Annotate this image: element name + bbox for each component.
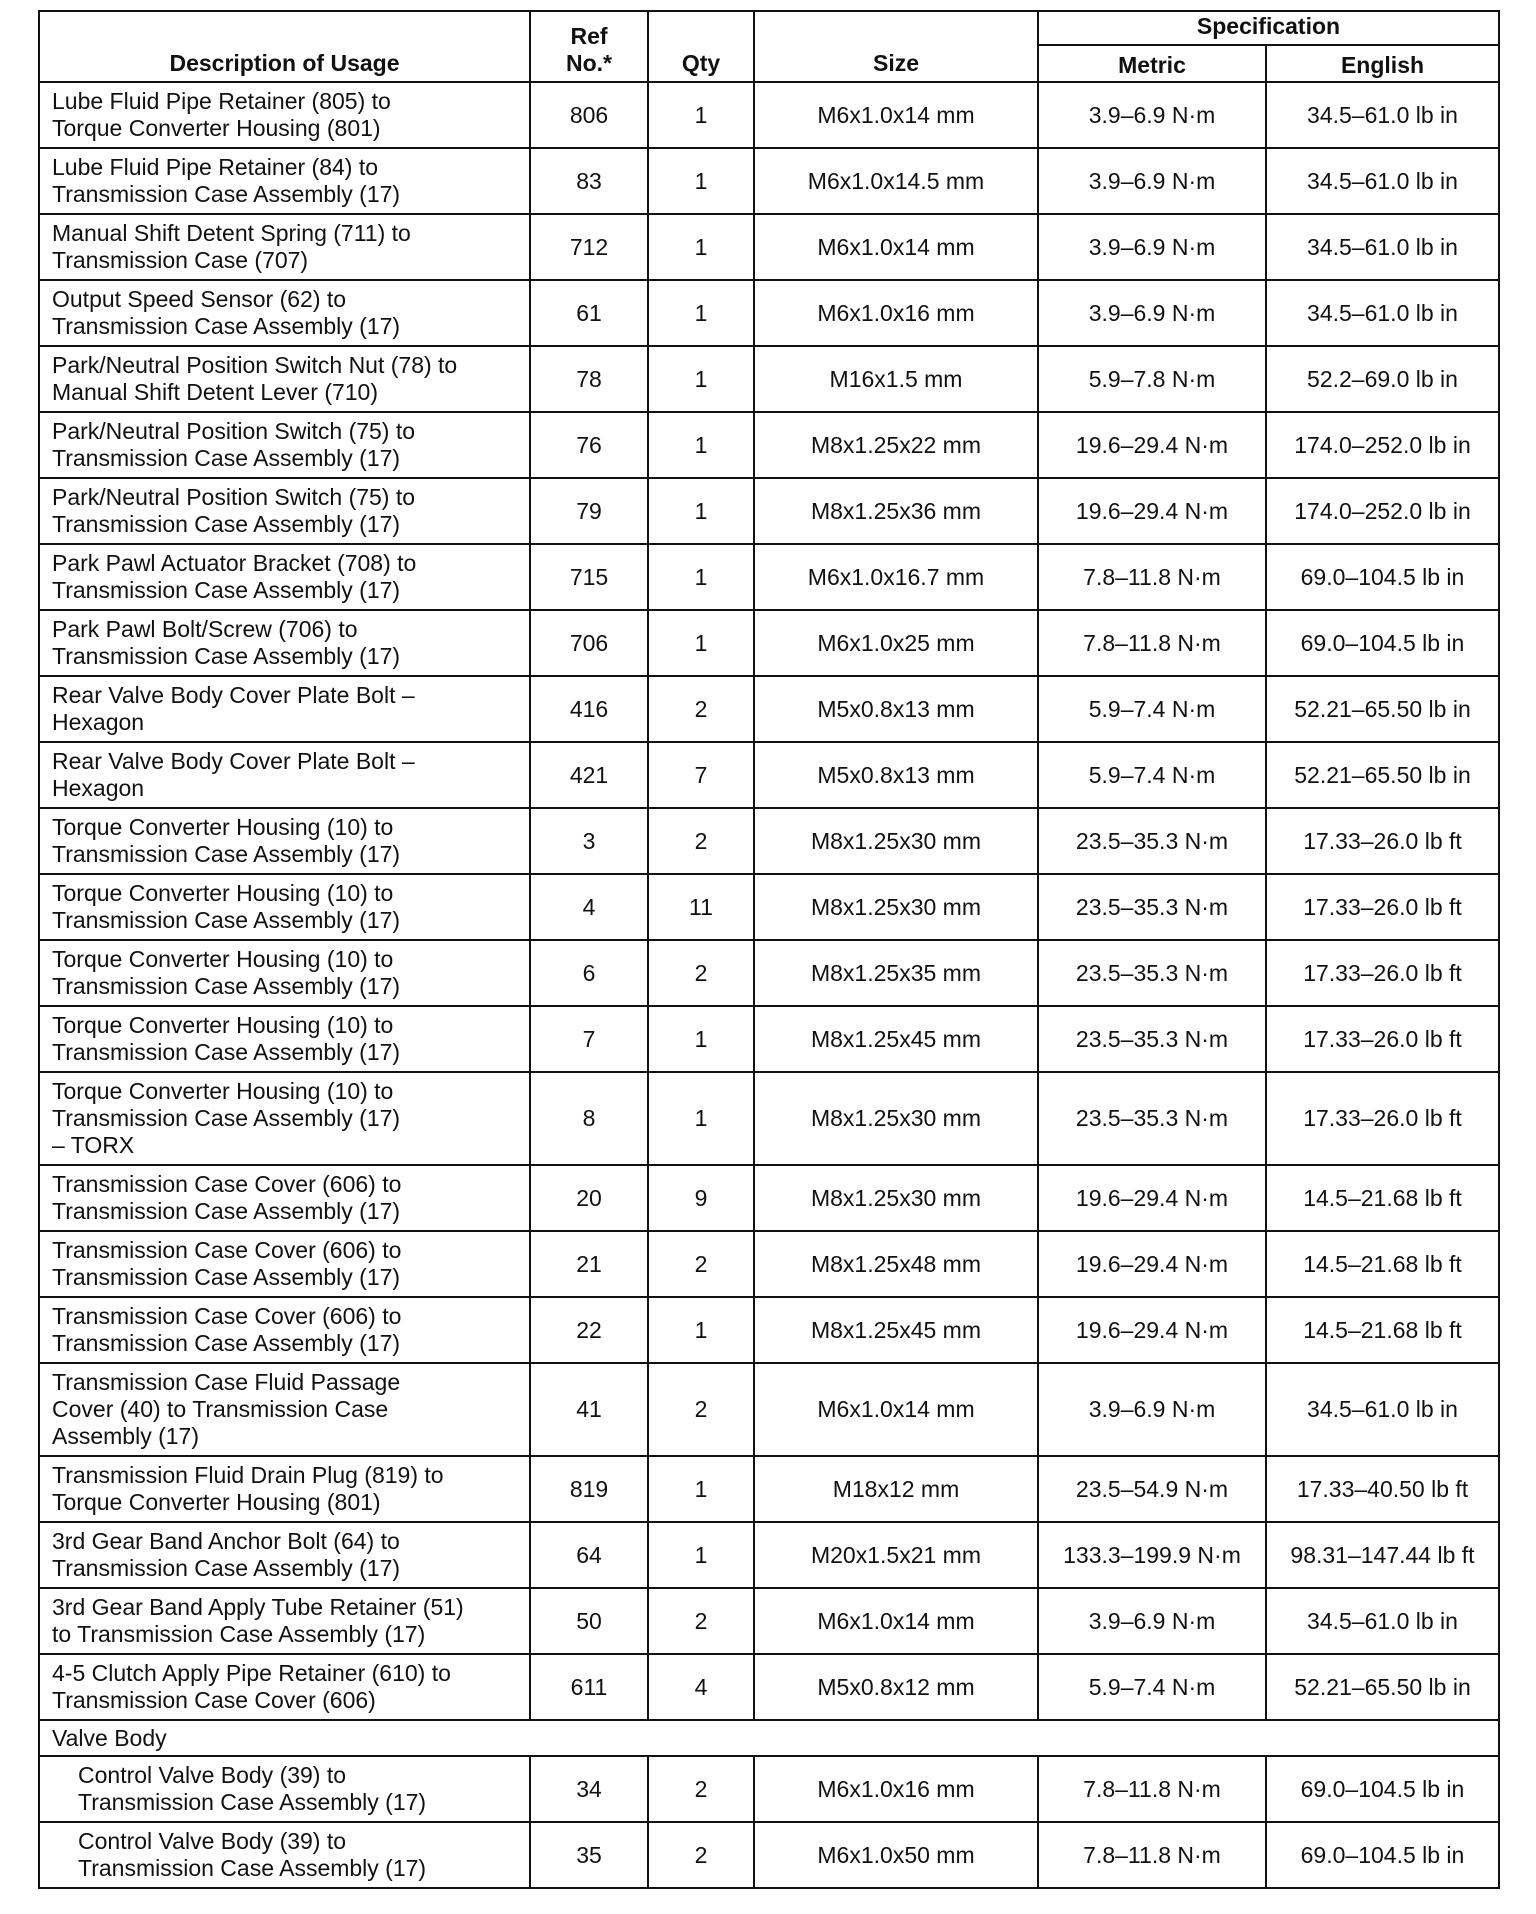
metric-cell: 3.9–6.9 N·m [1038, 214, 1266, 280]
english-cell: 52.21–65.50 lb in [1266, 742, 1499, 808]
table-row [39, 1006, 1499, 1072]
metric-cell: 5.9–7.4 N·m [1038, 676, 1266, 742]
size-cell: M8x1.25x45 mm [754, 1297, 1038, 1363]
table-header [39, 11, 1499, 82]
size-cell: M8x1.25x30 mm [754, 874, 1038, 940]
metric-cell: 3.9–6.9 N·m [1038, 82, 1266, 148]
qty-cell: 2 [648, 1231, 754, 1297]
size-cell: M8x1.25x22 mm [754, 412, 1038, 478]
description-cell [39, 478, 530, 544]
ref-no-cell: 611 [530, 1654, 648, 1720]
description-line: Transmission Case Assembly (17) [52, 1330, 401, 1356]
ref-no-cell: 78 [530, 346, 648, 412]
ref-no-cell: 421 [530, 742, 648, 808]
size-cell: M6x1.0x14 mm [754, 214, 1038, 280]
size-cell: M6x1.0x14 mm [754, 82, 1038, 148]
english-cell: 17.33–40.50 lb ft [1266, 1456, 1499, 1522]
description-line: Rear Valve Body Cover Plate Bolt – [52, 748, 415, 774]
qty-cell: 7 [648, 742, 754, 808]
description-line: Transmission Case Cover (606) to [52, 1171, 402, 1197]
table-row [39, 214, 1499, 280]
description-line: Hexagon [52, 709, 145, 735]
description-line: Transmission Case Assembly (17) [52, 907, 401, 933]
ref-no-cell: 64 [530, 1522, 648, 1588]
metric-cell: 3.9–6.9 N·m [1038, 148, 1266, 214]
size-cell: M6x1.0x14 mm [754, 1588, 1038, 1654]
description-line: Transmission Case Assembly (17) [52, 181, 401, 207]
description-line: Control Valve Body (39) to [78, 1762, 347, 1788]
table-row [39, 1522, 1499, 1588]
description-cell [39, 1231, 530, 1297]
qty-cell: 2 [648, 808, 754, 874]
table-row [39, 676, 1499, 742]
qty-cell: 1 [648, 610, 754, 676]
description-line: 3rd Gear Band Anchor Bolt (64) to [52, 1528, 400, 1554]
header-specification: Specification [1038, 11, 1499, 45]
description-line: Park/Neutral Position Switch Nut (78) to [52, 352, 458, 378]
table-row [39, 346, 1499, 412]
size-cell: M8x1.25x30 mm [754, 808, 1038, 874]
english-cell: 52.21–65.50 lb in [1266, 676, 1499, 742]
description-line: 3rd Gear Band Apply Tube Retainer (51) [52, 1594, 464, 1620]
description-cell [39, 148, 530, 214]
table-row [39, 610, 1499, 676]
qty-cell: 2 [648, 1756, 754, 1822]
description-line: Torque Converter Housing (10) to [52, 1078, 394, 1104]
metric-cell: 3.9–6.9 N·m [1038, 1588, 1266, 1654]
description-cell [39, 1072, 530, 1165]
description-line: Transmission Case Assembly (17) [52, 445, 401, 471]
description-line: Cover (40) to Transmission Case [52, 1396, 389, 1422]
description-line: Park Pawl Actuator Bracket (708) to [52, 550, 417, 576]
metric-cell: 133.3–199.9 N·m [1038, 1522, 1266, 1588]
english-cell: 174.0–252.0 lb in [1266, 412, 1499, 478]
english-cell: 34.5–61.0 lb in [1266, 1588, 1499, 1654]
header-ref-no-text [531, 23, 647, 77]
description-line: Torque Converter Housing (10) to [52, 946, 394, 972]
size-cell: M6x1.0x16.7 mm [754, 544, 1038, 610]
qty-cell: 1 [648, 412, 754, 478]
description-cell [39, 874, 530, 940]
english-cell: 34.5–61.0 lb in [1266, 280, 1499, 346]
ref-no-cell: 83 [530, 148, 648, 214]
metric-cell: 7.8–11.8 N·m [1038, 544, 1266, 610]
description-cell [39, 610, 530, 676]
size-cell: M5x0.8x13 mm [754, 676, 1038, 742]
qty-cell: 1 [648, 1522, 754, 1588]
description-cell [39, 1006, 530, 1072]
metric-cell: 23.5–54.9 N·m [1038, 1456, 1266, 1522]
description-line: Manual Shift Detent Lever (710) [52, 379, 379, 405]
size-cell: M8x1.25x45 mm [754, 1006, 1038, 1072]
metric-cell: 23.5–35.3 N·m [1038, 808, 1266, 874]
header-metric: Metric [1038, 45, 1266, 82]
description-line: Torque Converter Housing (801) [52, 115, 381, 141]
description-cell [39, 808, 530, 874]
english-cell: 69.0–104.5 lb in [1266, 1756, 1499, 1822]
ref-no-cell: 7 [530, 1006, 648, 1072]
qty-cell: 1 [648, 478, 754, 544]
header-ref-no [530, 11, 648, 82]
english-cell: 17.33–26.0 lb ft [1266, 1072, 1499, 1165]
metric-cell: 23.5–35.3 N·m [1038, 1072, 1266, 1165]
description-cell [39, 1456, 530, 1522]
table-row [39, 1231, 1499, 1297]
description-line: Transmission Case Assembly (17) [78, 1855, 427, 1881]
table-row [39, 1588, 1499, 1654]
description-line: Transmission Case Assembly (17) [52, 1264, 401, 1290]
english-cell: 17.33–26.0 lb ft [1266, 808, 1499, 874]
description-line: Torque Converter Housing (10) to [52, 814, 394, 840]
ref-no-cell: 34 [530, 1756, 648, 1822]
header-ref-no-line: Ref [570, 23, 608, 49]
english-cell: 14.5–21.68 lb ft [1266, 1297, 1499, 1363]
table-row [39, 82, 1499, 148]
description-line: Lube Fluid Pipe Retainer (805) to [52, 88, 391, 114]
english-cell: 17.33–26.0 lb ft [1266, 940, 1499, 1006]
table-row [39, 742, 1499, 808]
metric-cell: 19.6–29.4 N·m [1038, 1165, 1266, 1231]
description-line: 4-5 Clutch Apply Pipe Retainer (610) to [52, 1660, 451, 1686]
ref-no-cell: 76 [530, 412, 648, 478]
ref-no-cell: 6 [530, 940, 648, 1006]
description-line: Assembly (17) [52, 1423, 199, 1449]
ref-no-cell: 4 [530, 874, 648, 940]
metric-cell: 5.9–7.8 N·m [1038, 346, 1266, 412]
english-cell: 69.0–104.5 lb in [1266, 544, 1499, 610]
metric-cell: 19.6–29.4 N·m [1038, 412, 1266, 478]
table-row [39, 1822, 1499, 1888]
size-cell: M6x1.0x25 mm [754, 610, 1038, 676]
english-cell: 14.5–21.68 lb ft [1266, 1231, 1499, 1297]
header-qty: Qty [648, 11, 754, 82]
ref-no-cell: 22 [530, 1297, 648, 1363]
size-cell: M16x1.5 mm [754, 346, 1038, 412]
description-line: Transmission Case Assembly (17) [78, 1789, 427, 1815]
description-cell [39, 1363, 530, 1456]
description-line: Transmission Case Cover (606) to [52, 1237, 402, 1263]
size-cell: M6x1.0x14.5 mm [754, 148, 1038, 214]
description-line: Torque Converter Housing (10) to [52, 880, 394, 906]
qty-cell: 2 [648, 1363, 754, 1456]
description-line: Hexagon [52, 775, 145, 801]
description-line: Transmission Case Assembly (17) [52, 313, 401, 339]
qty-cell: 1 [648, 82, 754, 148]
size-cell: M18x12 mm [754, 1456, 1038, 1522]
size-cell: M8x1.25x30 mm [754, 1165, 1038, 1231]
description-line: Transmission Case Assembly (17) [52, 1105, 401, 1131]
size-cell: M5x0.8x13 mm [754, 742, 1038, 808]
description-cell [39, 1297, 530, 1363]
description-line: Transmission Case Assembly (17) [52, 841, 401, 867]
description-cell [39, 1165, 530, 1231]
description-cell [39, 346, 530, 412]
ref-no-cell: 3 [530, 808, 648, 874]
metric-cell: 7.8–11.8 N·m [1038, 1822, 1266, 1888]
table-row [39, 412, 1499, 478]
description-line: Transmission Case Cover (606) to [52, 1303, 402, 1329]
ref-no-cell: 8 [530, 1072, 648, 1165]
fastener-spec-table-container [38, 10, 1498, 1889]
size-cell: M8x1.25x35 mm [754, 940, 1038, 1006]
qty-cell: 9 [648, 1165, 754, 1231]
metric-cell: 19.6–29.4 N·m [1038, 1231, 1266, 1297]
table-row [39, 148, 1499, 214]
description-line: Transmission Case Assembly (17) [52, 577, 401, 603]
table-row [39, 280, 1499, 346]
size-cell: M8x1.25x48 mm [754, 1231, 1038, 1297]
qty-cell: 1 [648, 1456, 754, 1522]
qty-cell: 1 [648, 346, 754, 412]
table-body [39, 82, 1499, 1888]
size-cell: M6x1.0x16 mm [754, 280, 1038, 346]
description-line: Transmission Case (707) [52, 247, 309, 273]
description-line: Output Speed Sensor (62) to [52, 286, 347, 312]
table-row [39, 1654, 1499, 1720]
ref-no-cell: 712 [530, 214, 648, 280]
description-line: Manual Shift Detent Spring (711) to [52, 220, 411, 246]
metric-cell: 3.9–6.9 N·m [1038, 280, 1266, 346]
english-cell: 52.21–65.50 lb in [1266, 1654, 1499, 1720]
description-cell [39, 280, 530, 346]
table-row [39, 1072, 1499, 1165]
qty-cell: 1 [648, 280, 754, 346]
description-line: Transmission Case Assembly (17) [52, 643, 401, 669]
description-line: Control Valve Body (39) to [78, 1828, 347, 1854]
qty-cell: 11 [648, 874, 754, 940]
table-row [39, 478, 1499, 544]
ref-no-cell: 79 [530, 478, 648, 544]
metric-cell: 23.5–35.3 N·m [1038, 874, 1266, 940]
ref-no-cell: 819 [530, 1456, 648, 1522]
fastener-spec-table [38, 10, 1500, 1889]
table-row [39, 1165, 1499, 1231]
description-line: Torque Converter Housing (10) to [52, 1012, 394, 1038]
description-cell [39, 1822, 530, 1888]
ref-no-cell: 806 [530, 82, 648, 148]
metric-cell: 19.6–29.4 N·m [1038, 1297, 1266, 1363]
description-cell [39, 412, 530, 478]
metric-cell: 7.8–11.8 N·m [1038, 610, 1266, 676]
metric-cell: 19.6–29.4 N·m [1038, 478, 1266, 544]
qty-cell: 1 [648, 148, 754, 214]
english-cell: 174.0–252.0 lb in [1266, 478, 1499, 544]
description-cell [39, 940, 530, 1006]
qty-cell: 2 [648, 1588, 754, 1654]
description-line: Transmission Case Assembly (17) [52, 1198, 401, 1224]
english-cell: 17.33–26.0 lb ft [1266, 874, 1499, 940]
description-cell [39, 742, 530, 808]
description-cell [39, 1588, 530, 1654]
metric-cell: 5.9–7.4 N·m [1038, 742, 1266, 808]
size-cell: M6x1.0x14 mm [754, 1363, 1038, 1456]
table-row [39, 1363, 1499, 1456]
description-cell [39, 214, 530, 280]
description-line: – TORX [52, 1132, 135, 1158]
description-line: Transmission Case Fluid Passage [52, 1369, 401, 1395]
ref-no-cell: 61 [530, 280, 648, 346]
english-cell: 69.0–104.5 lb in [1266, 610, 1499, 676]
description-line: Park/Neutral Position Switch (75) to [52, 484, 416, 510]
qty-cell: 2 [648, 940, 754, 1006]
qty-cell: 1 [648, 214, 754, 280]
description-cell [39, 544, 530, 610]
table-row [39, 1297, 1499, 1363]
ref-no-cell: 35 [530, 1822, 648, 1888]
qty-cell: 2 [648, 676, 754, 742]
qty-cell: 1 [648, 1072, 754, 1165]
description-line: Transmission Case Assembly (17) [52, 1039, 401, 1065]
header-size: Size [754, 11, 1038, 82]
description-line: Transmission Fluid Drain Plug (819) to [52, 1462, 444, 1488]
english-cell: 98.31–147.44 lb ft [1266, 1522, 1499, 1588]
description-line: Transmission Case Assembly (17) [52, 973, 401, 999]
table-row [39, 544, 1499, 610]
description-line: Transmission Case Assembly (17) [52, 511, 401, 537]
table-row [39, 940, 1499, 1006]
description-line: Transmission Case Cover (606) [52, 1687, 376, 1713]
metric-cell: 23.5–35.3 N·m [1038, 1006, 1266, 1072]
description-line: Transmission Case Assembly (17) [52, 1555, 401, 1581]
ref-no-cell: 706 [530, 610, 648, 676]
ref-no-cell: 20 [530, 1165, 648, 1231]
header-ref-no-line: No.* [566, 50, 612, 76]
description-cell [39, 82, 530, 148]
description-cell [39, 1756, 530, 1822]
section-label: Valve Body [39, 1720, 1499, 1756]
english-cell: 52.2–69.0 lb in [1266, 346, 1499, 412]
description-cell [39, 1654, 530, 1720]
size-cell: M8x1.25x36 mm [754, 478, 1038, 544]
qty-cell: 2 [648, 1822, 754, 1888]
qty-cell: 4 [648, 1654, 754, 1720]
size-cell: M20x1.5x21 mm [754, 1522, 1038, 1588]
section-row [39, 1720, 1499, 1756]
qty-cell: 1 [648, 1297, 754, 1363]
size-cell: M6x1.0x16 mm [754, 1756, 1038, 1822]
ref-no-cell: 41 [530, 1363, 648, 1456]
metric-cell: 5.9–7.4 N·m [1038, 1654, 1266, 1720]
description-cell [39, 1522, 530, 1588]
english-cell: 34.5–61.0 lb in [1266, 148, 1499, 214]
ref-no-cell: 50 [530, 1588, 648, 1654]
english-cell: 14.5–21.68 lb ft [1266, 1165, 1499, 1231]
header-description: Description of Usage [39, 11, 530, 82]
header-english: English [1266, 45, 1499, 82]
description-line: Park/Neutral Position Switch (75) to [52, 418, 416, 444]
description-line: Rear Valve Body Cover Plate Bolt – [52, 682, 415, 708]
metric-cell: 3.9–6.9 N·m [1038, 1363, 1266, 1456]
table-row [39, 1456, 1499, 1522]
description-line: Torque Converter Housing (801) [52, 1489, 381, 1515]
description-line: to Transmission Case Assembly (17) [52, 1621, 426, 1647]
table-row [39, 1756, 1499, 1822]
ref-no-cell: 416 [530, 676, 648, 742]
english-cell: 69.0–104.5 lb in [1266, 1822, 1499, 1888]
metric-cell: 7.8–11.8 N·m [1038, 1756, 1266, 1822]
qty-cell: 1 [648, 1006, 754, 1072]
table-row [39, 808, 1499, 874]
english-cell: 34.5–61.0 lb in [1266, 82, 1499, 148]
qty-cell: 1 [648, 544, 754, 610]
metric-cell: 23.5–35.3 N·m [1038, 940, 1266, 1006]
description-line: Lube Fluid Pipe Retainer (84) to [52, 154, 379, 180]
english-cell: 17.33–26.0 lb ft [1266, 1006, 1499, 1072]
english-cell: 34.5–61.0 lb in [1266, 1363, 1499, 1456]
table-row [39, 874, 1499, 940]
size-cell: M6x1.0x50 mm [754, 1822, 1038, 1888]
description-line: Park Pawl Bolt/Screw (706) to [52, 616, 358, 642]
size-cell: M5x0.8x12 mm [754, 1654, 1038, 1720]
description-cell [39, 676, 530, 742]
size-cell: M8x1.25x30 mm [754, 1072, 1038, 1165]
ref-no-cell: 715 [530, 544, 648, 610]
ref-no-cell: 21 [530, 1231, 648, 1297]
english-cell: 34.5–61.0 lb in [1266, 214, 1499, 280]
